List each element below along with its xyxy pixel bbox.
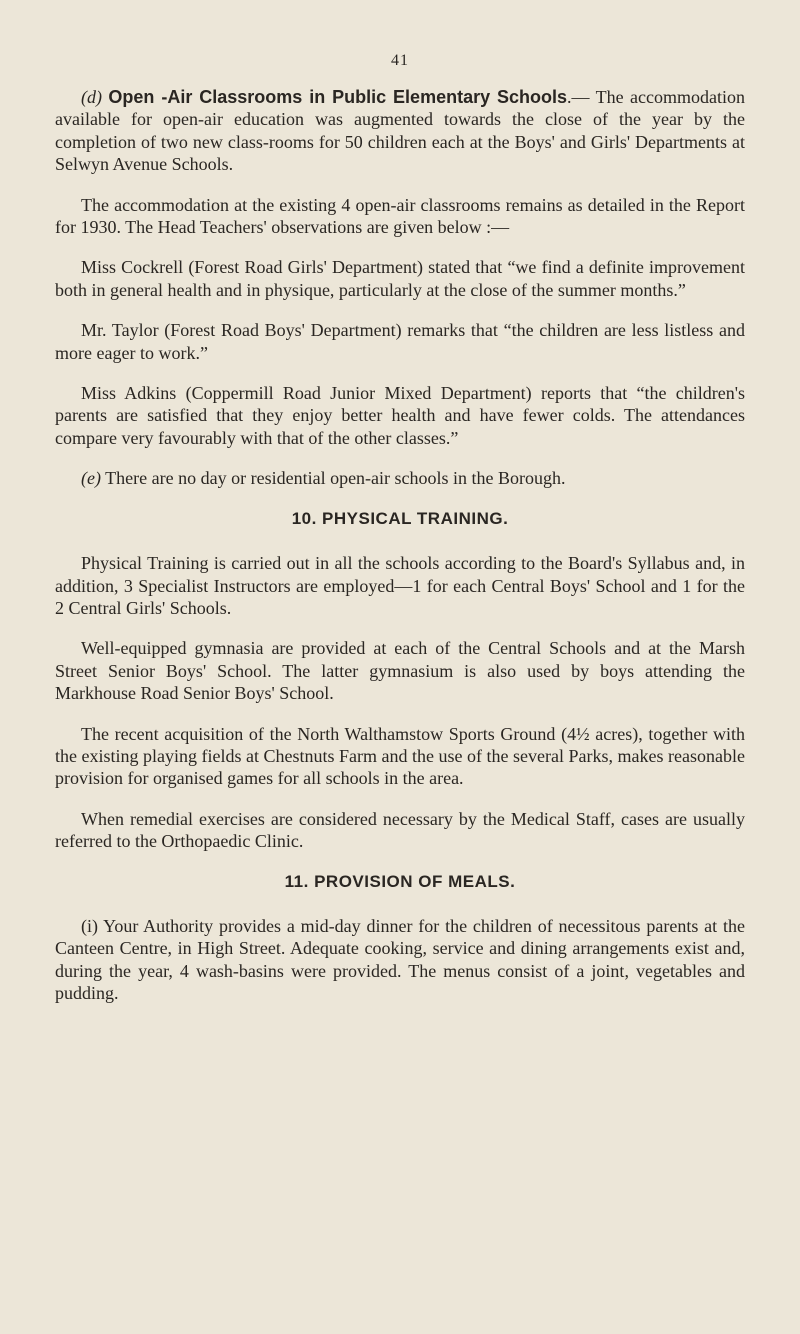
section-e-paragraph xyxy=(55,467,745,489)
paragraph-accommodation: The accommodation at the existing 4 open-air classrooms remains as detailed in the Report for 1930. The Head Teachers' observations are given below :— xyxy=(55,194,745,238)
paragraph-adkins: Miss Adkins (Coppermill Road Junior Mixed Department) reports that “the children's parents are satisfied that they enjoy better health and have fewer colds. The attendances compare very favourably with that of the other classes.” xyxy=(55,383,745,448)
section-d-heading: Open -Air Classrooms in Public Elementary Schools xyxy=(108,87,568,107)
section-d-paragraph xyxy=(55,86,745,176)
paragraph-taylor: Mr. Taylor (Forest Road Boys' Department) remarks that “the children are less listless and more eager to work.” xyxy=(55,320,745,363)
section-heading-physical-training: 10. PHYSICAL TRAINING. xyxy=(291,508,509,528)
section-d-label: (d) xyxy=(81,87,102,107)
paragraph-physical-training-1: Physical Training is carried out in all the schools according to the Board's Syllabus and, in addition, 3 Specialist Instructors are employed—1 for each Central Boys' School and 1 for the 2 Central Girls' Schools. xyxy=(55,553,745,618)
page-number: 41 xyxy=(391,52,409,69)
section-e-text: There are no day or residential open-air schools in the Borough. xyxy=(105,468,566,489)
paragraph-physical-training-2: Well-equipped gymnasia are provided at each of the Central Schools and at the Marsh Street Senior Boys' School. The latter gymnasium is also used by boys attending the Markhouse Road Senior Boys' School. xyxy=(55,638,745,704)
section-e-label: (e) xyxy=(81,468,101,489)
paragraph-meals-1: (i) Your Authority provides a mid-day dinner for the children of necessitous parents at the Canteen Centre, in High Street. Adequate cooking, service and dining arrangements exist and, during the year, 4 wash-basins were provided. The menus consist of a joint, vegetables and pudding. xyxy=(55,915,745,1004)
section-d-dash: .— xyxy=(567,87,590,107)
section-heading-provision-of-meals: 11. PROVISION OF MEALS. xyxy=(284,871,516,891)
paragraph-cockrell: Miss Cockrell (Forest Road Girls' Department) stated that “we find a definite improvement both in general health and in physique, particularly at the close of the summer months.” xyxy=(55,257,745,300)
section-d-text: The accommodation available for open-air education was augmented towards the close of the year by the completion of two new class-rooms for 50 children each at the Boys' and Girls' Departments at Selwyn Avenue Schools. xyxy=(55,87,745,175)
page-body xyxy=(55,86,745,1023)
paragraph-physical-training-4: When remedial exercises are considered necessary by the Medical Staff, cases are usually referred to the Orthopaedic Clinic. xyxy=(55,808,745,852)
paragraph-physical-training-3: The recent acquisition of the North Walthamstow Sports Ground (4½ acres), together with the existing playing fields at Chestnuts Farm and the use of the several Parks, makes reasonable provision for organised games for all schools in the area. xyxy=(55,723,745,789)
